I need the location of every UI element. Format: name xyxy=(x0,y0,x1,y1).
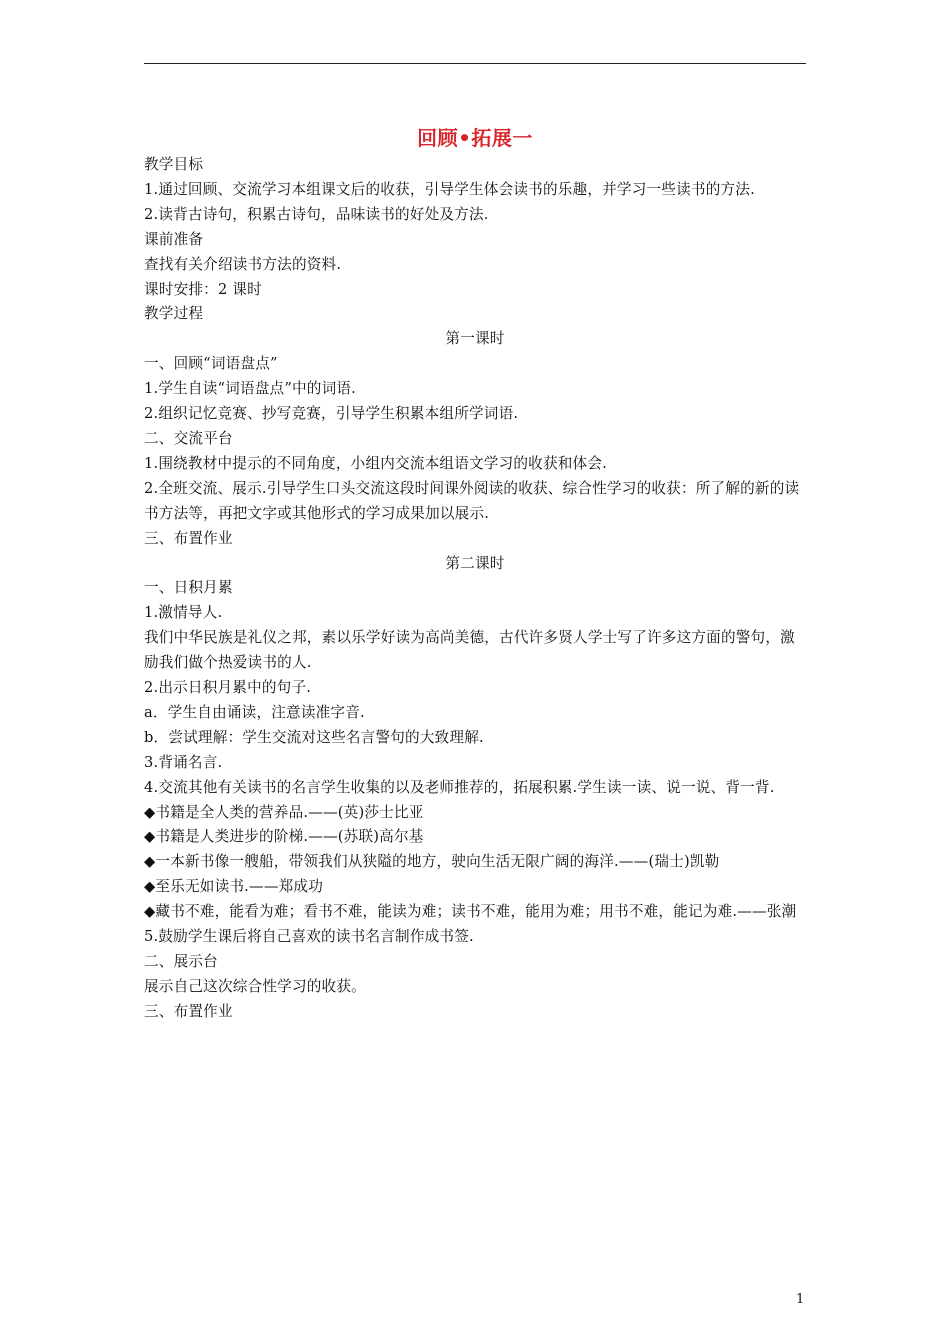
section-heading: 第二课时 xyxy=(445,554,505,572)
section-heading: 第一课时 xyxy=(445,330,505,348)
document-title: 回顾•拓展一 xyxy=(417,126,533,150)
text-line: a．学生自由诵读，注意读准字音. xyxy=(144,703,365,721)
text-line: ◆藏书不难，能看为难；看书不难，能读为难；读书不难，能用为难；用书不难，能记为难.——张潮 xyxy=(144,903,797,921)
text-line: 查找有关介绍读书方法的资料. xyxy=(144,255,342,273)
text-line: ◆至乐无如读书.——郑成功 xyxy=(144,878,323,896)
text-line: 课前准备 xyxy=(144,230,204,248)
text-line: 5.鼓励学生课后将自己喜欢的读书名言制作成书签. xyxy=(144,928,474,946)
text-line: ◆一本新书像一艘船，带领我们从狭隘的地方，驶向生活无限广阔的海洋.——(瑞士)凯勒 xyxy=(144,853,720,871)
header-rule xyxy=(144,63,806,64)
text-line: 4.交流其他有关读书的名言学生收集的以及老师推荐的，拓展积累.学生读一读、说一说、背一背. xyxy=(144,778,775,796)
text-line: 教学目标 xyxy=(144,156,204,173)
text-line: 展示自己这次综合性学习的收获。 xyxy=(144,977,366,995)
text-line: ◆书籍是人类进步的阶梯.——(苏联)高尔基 xyxy=(144,828,424,846)
text-line: 二、交流平台 xyxy=(144,429,233,447)
page-number: 1 xyxy=(796,1292,805,1307)
text-line: 2.全班交流、展示.引导学生口头交流这段时间课外阅读的收获、综合性学习的收获：所了解的新的读书方法等，再把文字或其他形式的学习成果加以展示. xyxy=(144,479,800,522)
text-line: 2.读背古诗句，积累古诗句，品味读书的好处及方法. xyxy=(144,205,489,223)
document-lines xyxy=(144,153,806,1025)
text-line: 1.激情导人. xyxy=(144,604,223,622)
text-line: b．尝试理解：学生交流对这些名言警句的大致理解. xyxy=(144,728,484,746)
text-line: 课时安排：2 课时 xyxy=(144,280,262,298)
text-line: 我们中华民族是礼仪之邦，素以乐学好读为高尚美德，古代许多贤人学士写了许多这方面的警句，激励我们做个热爱读书的人. xyxy=(144,629,795,672)
text-line: 教学过程 xyxy=(144,305,204,323)
text-line: 三、布置作业 xyxy=(144,1002,233,1020)
document-body xyxy=(144,124,806,1025)
text-line: 一、回顾“词语盘点” xyxy=(144,355,278,373)
text-line: 1.围绕教材中提示的不同角度，小组内交流本组语文学习的收获和体会. xyxy=(144,454,607,472)
text-line: 2.出示日积月累中的句子. xyxy=(144,679,312,697)
text-line: 二、展示台 xyxy=(144,953,218,970)
text-line: 三、布置作业 xyxy=(144,529,233,547)
text-line: 1.通过回顾、交流学习本组课文后的收获，引导学生体会读书的乐趣，并学习一些读书的方法. xyxy=(144,180,755,198)
text-line: 一、日积月累 xyxy=(144,579,233,597)
text-line: 2.组织记忆竞赛、抄写竞赛，引导学生积累本组所学词语. xyxy=(144,405,519,423)
text-line: 3.背诵名言. xyxy=(144,753,223,771)
text-line: 1.学生自读“词语盘点”中的词语. xyxy=(144,380,357,398)
text-line: ◆书籍是全人类的营养品.——(英)莎士比亚 xyxy=(144,803,424,821)
